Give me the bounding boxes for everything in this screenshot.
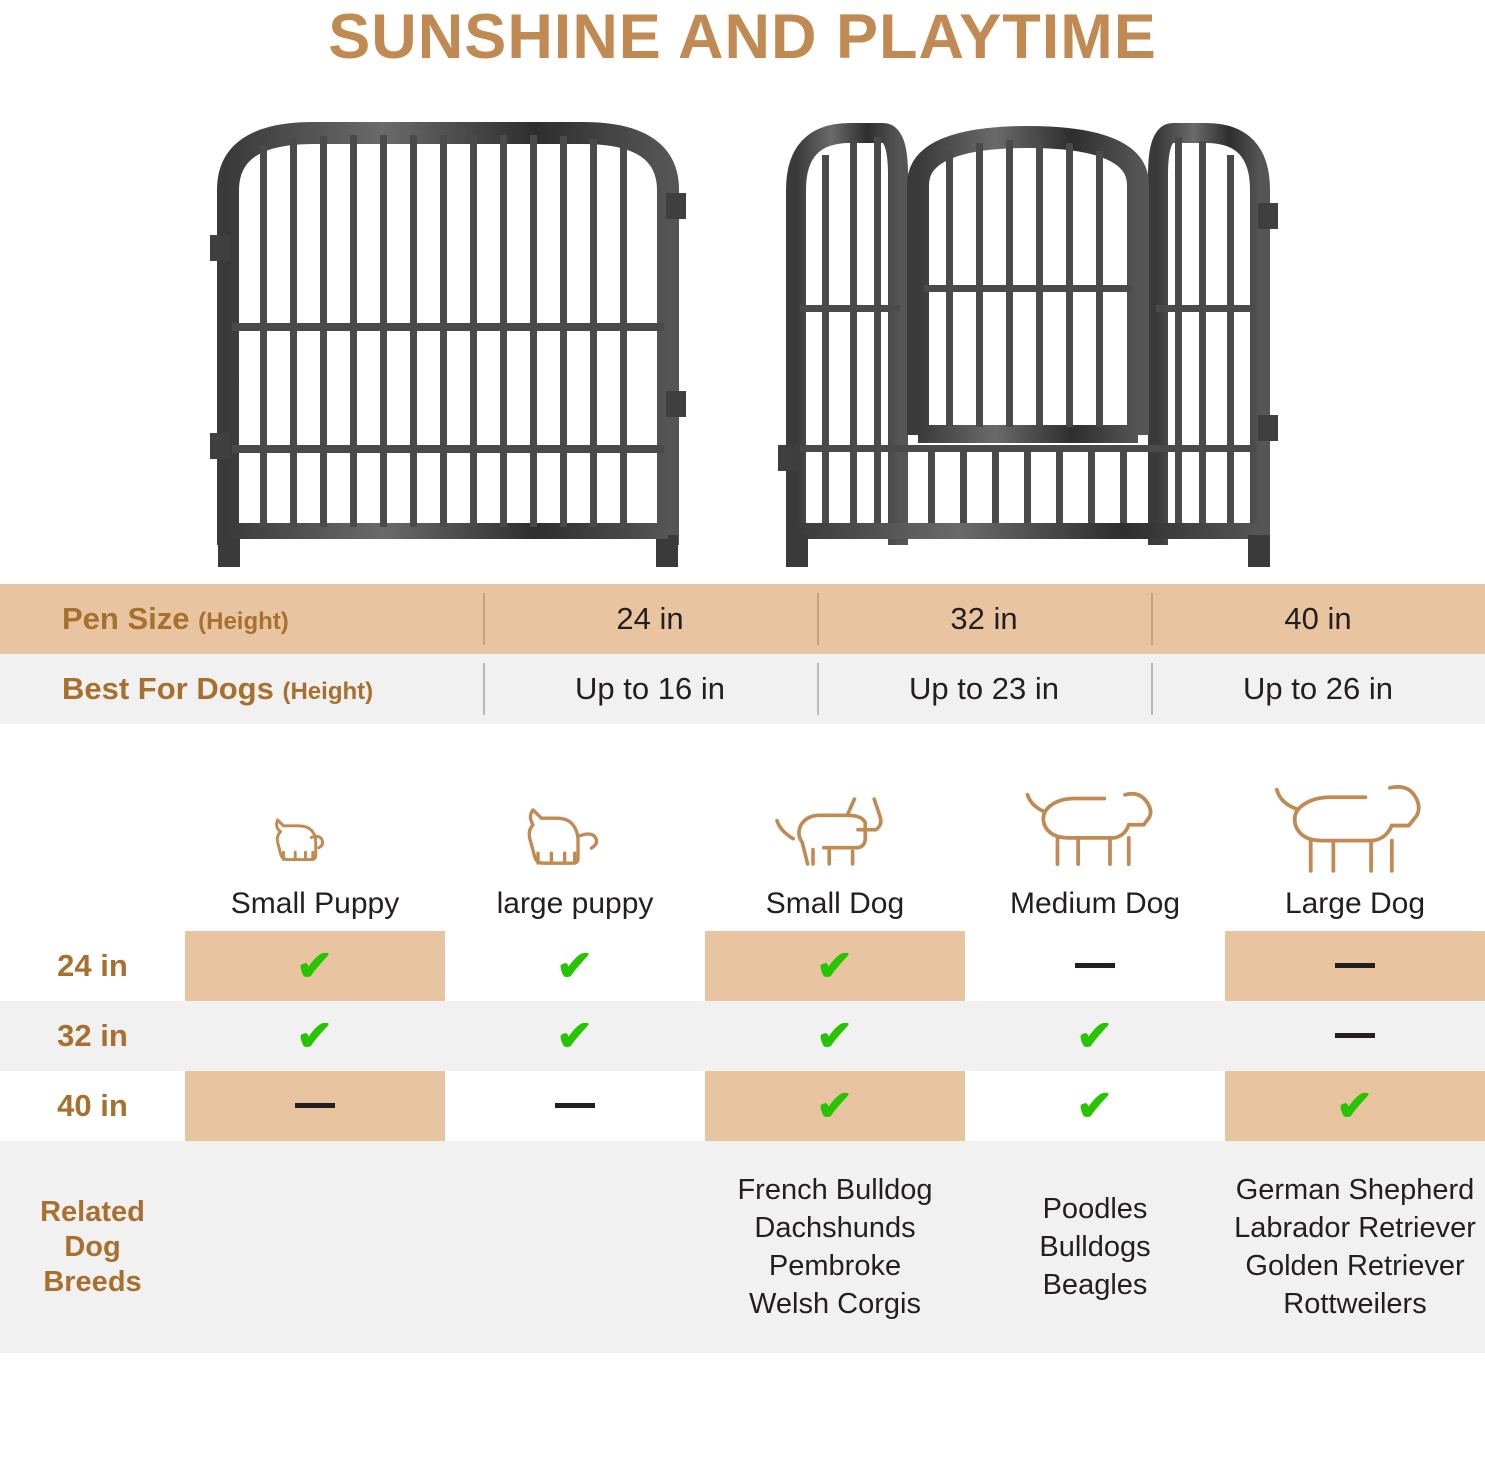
table-row [0,584,1485,654]
breed-item: Golden Retriever [1245,1250,1465,1283]
matrix-cell-40-small-dog [705,1071,965,1141]
check-icon: ✔ [556,1012,594,1060]
best-for-dogs-label-note: (Height) [282,678,374,706]
breed-item: Welsh Corgis [749,1288,921,1321]
dog-column-large-dog [1225,764,1485,921]
matrix-cell-24-small-puppy [185,931,445,1001]
pen-size-value-24: 24 in [483,584,817,654]
pen-size-table [0,584,1485,724]
matrix-cell-40-small-puppy [185,1071,445,1141]
product-image-group [0,80,1485,570]
page-title: SUNSHINE AND PLAYTIME [328,2,1157,72]
breeds-cell-large-puppy [445,1141,705,1353]
check-icon: ✔ [816,1012,854,1060]
matrix-row-label: 24 in [57,948,128,984]
check-icon: ✔ [816,1082,854,1130]
breed-item: German Shepherd [1235,1173,1475,1206]
dash-icon [1335,1033,1375,1038]
check-icon: ✔ [556,942,594,990]
header-spacer [0,764,185,921]
best-for-dogs-label-main: Best For Dogs [62,671,274,707]
small-dog-icon [705,764,965,879]
matrix-cell-32-large-dog [1225,1001,1485,1071]
breeds-cell-large-dog [1225,1141,1485,1353]
dog-column-label: Large Dog [1284,887,1426,921]
breed-item: Rottweilers [1283,1288,1427,1321]
matrix-row-32in [0,1001,1485,1071]
check-icon: ✔ [296,942,334,990]
related-breeds-label-line-3: Breeds [43,1265,142,1298]
breed-item: French Bulldog [737,1173,933,1206]
small-puppy-icon [185,764,445,879]
matrix-cell-32-medium-dog [965,1001,1225,1071]
breed-item: Poodles [1042,1192,1148,1225]
related-breeds-label-line-2: Dog [64,1230,121,1263]
dash-icon [1335,963,1375,968]
pen-panel-solid-image [208,115,688,570]
matrix-cell-40-large-puppy [445,1071,705,1141]
dash-icon [555,1103,595,1108]
pen-size-value-32: 32 in [817,584,1151,654]
matrix-cell-32-large-puppy [445,1001,705,1071]
dash-icon [295,1103,335,1108]
large-puppy-icon [445,764,705,879]
pen-size-value-40: 40 in [1151,584,1485,654]
pen-size-label-main: Pen Size [62,601,190,637]
pen-panel-with-door-image [778,115,1278,570]
check-icon: ✔ [816,942,854,990]
breed-item: Bulldogs [1039,1231,1151,1263]
breed-item: Pembroke [768,1250,902,1283]
dog-column-label: Medium Dog [1009,887,1181,921]
matrix-cell-32-small-dog [705,1001,965,1071]
matrix-row-label: 32 in [0,1001,185,1071]
table-row [0,654,1485,724]
check-icon: ✔ [1336,1082,1374,1130]
check-icon: ✔ [296,1012,334,1060]
breeds-cell-small-dog [705,1141,965,1353]
matrix-cell-24-medium-dog [965,931,1225,1001]
dog-column-label: Small Dog [765,887,905,921]
matrix-cell-24-large-dog [1225,931,1485,1001]
compatibility-matrix [0,931,1485,1353]
dog-column-label: large puppy [496,887,654,921]
dash-icon [1075,963,1115,968]
breeds-cell-small-puppy [185,1141,445,1353]
related-breeds-label-line-1: Related [40,1195,145,1228]
matrix-cell-40-medium-dog [965,1071,1225,1141]
check-icon: ✔ [1076,1012,1114,1060]
pen-size-label [0,584,483,654]
matrix-cell-24-large-puppy [445,931,705,1001]
pen-size-label-note: (Height) [198,608,289,636]
matrix-row-40in [0,1071,1485,1141]
dog-column-large-puppy [445,764,705,921]
dog-column-small-puppy [185,764,445,921]
dog-column-small-dog [705,764,965,921]
large-dog-icon [1225,764,1485,879]
dog-size-header [0,764,1485,921]
check-icon: ✔ [1076,1082,1114,1130]
breed-item: Labrador Retriever [1234,1211,1476,1244]
medium-dog-icon [965,764,1225,879]
breeds-cell-medium-dog [965,1141,1225,1353]
breed-item: Beagles [1042,1269,1148,1302]
matrix-cell-32-small-puppy [185,1001,445,1071]
related-breeds-label [0,1141,185,1353]
matrix-cell-40-large-dog [1225,1071,1485,1141]
best-for-dogs-label [0,654,483,724]
dog-column-label: Small Puppy [230,887,400,921]
best-for-dogs-value-24: Up to 16 in [483,654,817,724]
dog-column-medium-dog [965,764,1225,921]
matrix-row-24in [0,931,1485,1001]
matrix-row-breeds [0,1141,1485,1353]
best-for-dogs-value-32: Up to 23 in [817,654,1151,724]
matrix-row-label: 40 in [57,1088,128,1124]
best-for-dogs-value-40: Up to 26 in [1151,654,1485,724]
breed-item: Dachshunds [754,1211,916,1244]
matrix-cell-24-small-dog [705,931,965,1001]
